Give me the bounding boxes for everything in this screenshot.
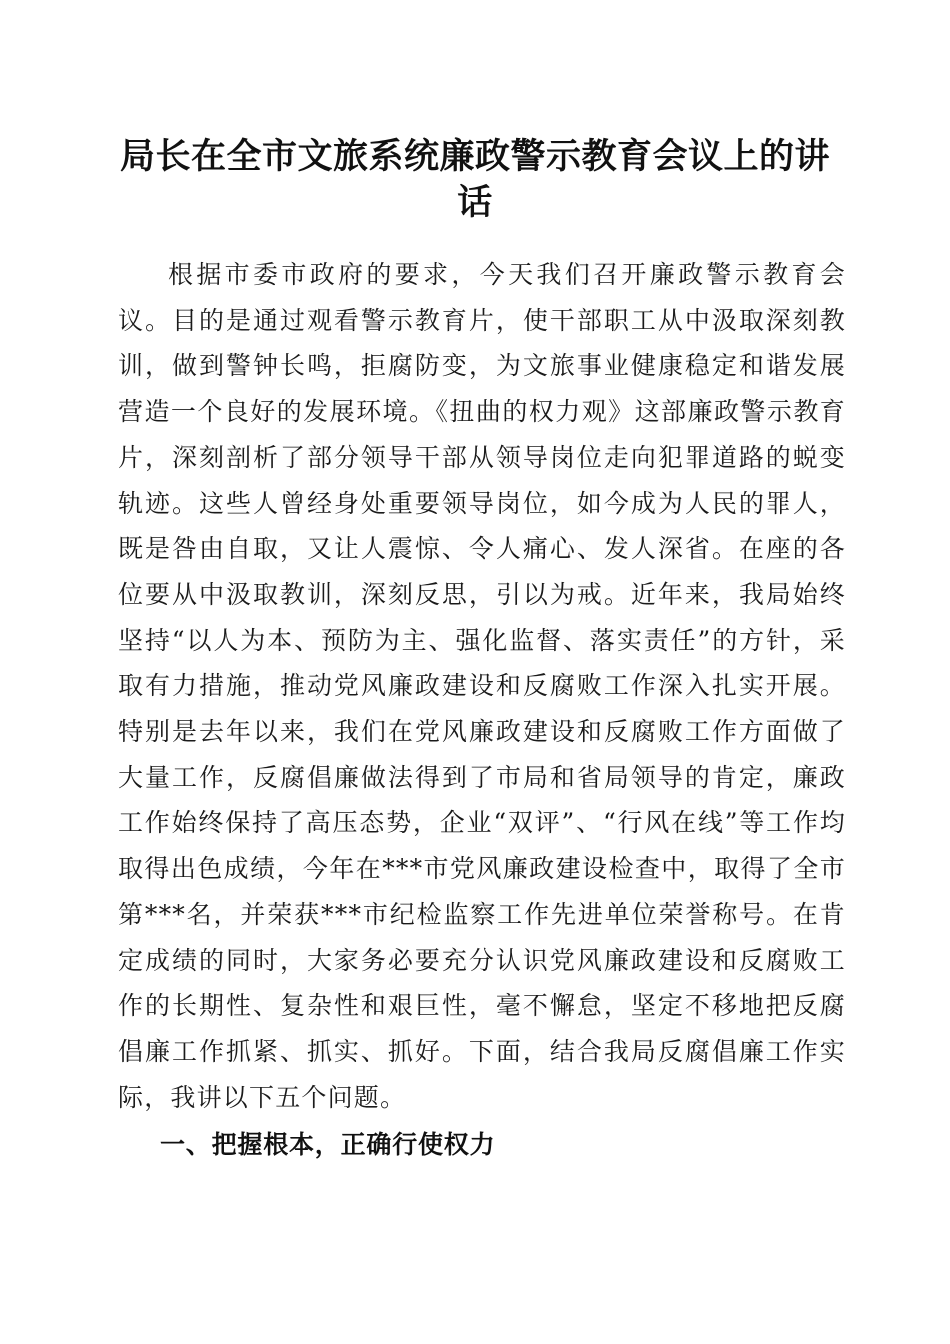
document-title: 局长在全市文旅系统廉政警示教育会议上的讲话: [119, 136, 830, 223]
section-heading: 一、把握根本，正确行使权力: [160, 1130, 496, 1159]
body-paragraph: 根据市委市政府的要求，今天我们召开廉政警示教育会议。目的是通过观看警示教育片，使干部职工从中汲取深刻教训，做到警钟长鸣，拒腐防变，为文旅事业健康稳定和谐发展营造一个良好的发展环境。《扭曲的权力观》这部廉政警示教育片，深刻剖析了部分领导干部从领导岗位走向犯罪道路的蜕变轨迹。这些人曾经身处重要领导岗位，如今成为人民的罪人，既是咎由自取，又让人震惊、令人痛心、发人深省。在座的各位要从中汲取教训，深刻反思，引以为戒。近年来，我局始终坚持“以人为本、预防为主、强化监督、落实责任”的方针，采取有力措施，推动党风廉政建设和反腐败工作深入扎实开展。特别是去年以来，我们在党风廉政建设和反腐败工作方面做了大量工作，反腐倡廉做法得到了市局和省局领导的肯定，廉政工作始终保持了高压态势，企业“双评”、“行风在线”等工作均取得出色成绩，今年在***市党风廉政建设检查中，取得了全市第***名，并荣获***市纪检监察工作先进单位荣誉称号。在肯定成绩的同时，大家务必要充分认识党风廉政建设和反腐败工作的长期性、复杂性和艰巨性，毫不懈怠，坚定不移地把反腐倡廉工作抓紧、抓实、抓好。下面，结合我局反腐倡廉工作实际，我讲以下五个问题。: [118, 260, 846, 1112]
